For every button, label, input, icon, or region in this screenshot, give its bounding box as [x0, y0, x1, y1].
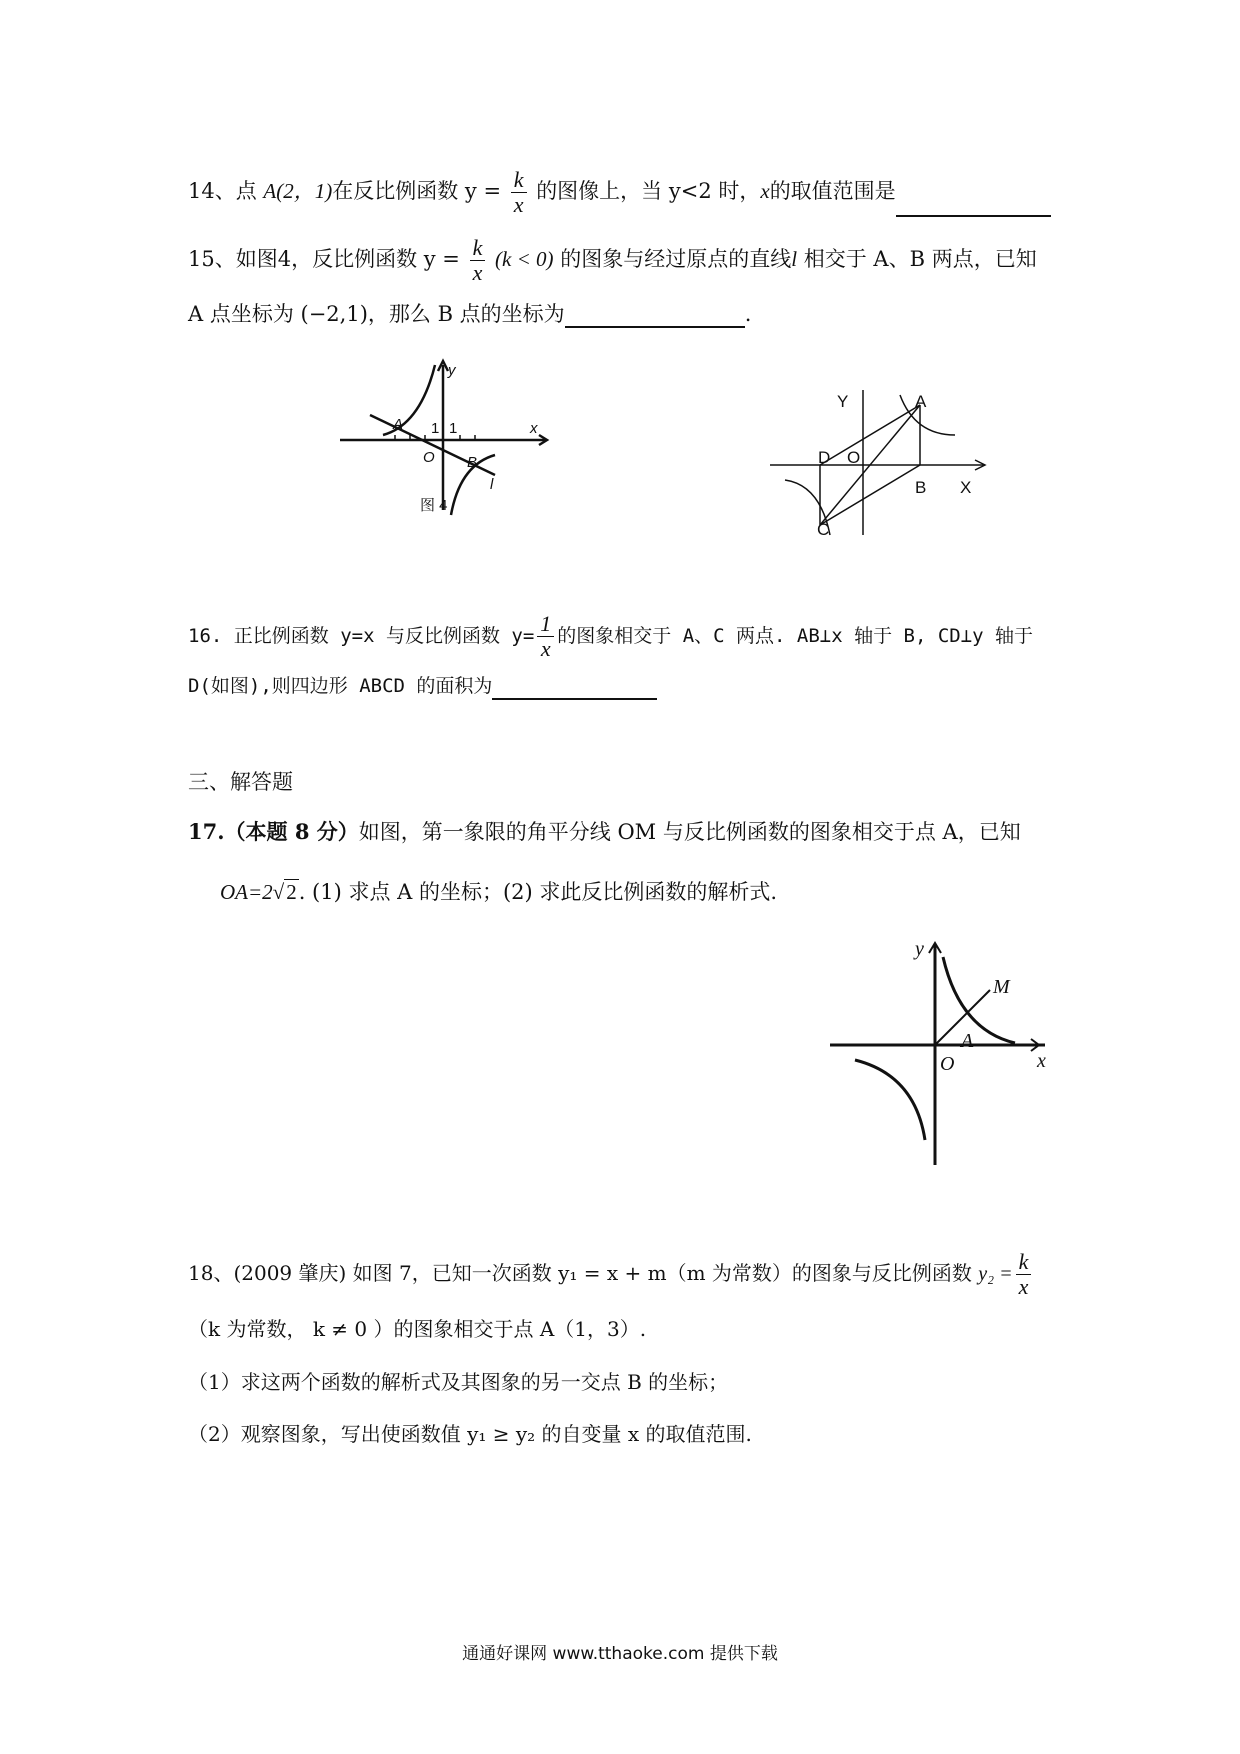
- page-footer: 通通好课网 www.tthaoke.com 提供下载: [462, 1644, 778, 1664]
- question-17-line1: 17.（本题 8 分）如图，第一象限的角平分线 OM 与反比例函数的图象相交于点 A，已知: [188, 819, 1021, 844]
- fraction-k-over-x: $\frac{k}{x}$: [1016, 1250, 1032, 1299]
- fig4-tick-label-y: 1: [431, 420, 440, 437]
- fraction-1-over-x: $\frac{1}{x}$: [537, 612, 554, 661]
- fig16-o-label: O: [847, 448, 861, 467]
- figure-17: [825, 935, 1065, 1170]
- fig17-x-label: x: [1037, 1050, 1046, 1072]
- fig4-y-label: y: [448, 362, 456, 379]
- fig4-b-label: B: [467, 454, 478, 471]
- fig17-o-label: O: [940, 1053, 955, 1075]
- fig4-a-label: A: [393, 416, 404, 433]
- segment-da: [820, 405, 920, 465]
- fig4-o-label: O: [423, 449, 435, 466]
- figure-4: [335, 355, 555, 520]
- section-heading: 三、解答题: [188, 770, 293, 794]
- fig17-m-label: M: [993, 976, 1010, 998]
- fig16-c-label: C: [817, 520, 830, 539]
- question-14: 14、点 A(2，1)在反比例函数 y = $\frac{k}{x}$ 的图像上，当 y<2 时，x的取值范围是: [188, 168, 1051, 217]
- question-16-line1: 16. 正比例函数 y=x 与反比例函数 y= $\frac{1}{x}$ 的图象相交于 A、C 两点. AB⊥x 轴于 B, CD⊥y 轴于: [188, 611, 1034, 661]
- fig4-caption: 图 4: [420, 497, 448, 514]
- fig17-y-label: y: [915, 938, 924, 960]
- figure-16: [765, 385, 995, 540]
- fig16-d-label: D: [818, 448, 831, 467]
- question-15-line1: 15、如图4，反比例函数 y = $\frac{k}{x}$ (k < 0) 的图象与经过原点的直线l 相交于 A、B 两点，已知: [188, 235, 1037, 285]
- fig4-x-label: x: [530, 420, 538, 437]
- fraction-k-over-x: $\frac{k}{x}$: [470, 236, 486, 285]
- fig4-tick-label-x: 1: [449, 420, 458, 437]
- question-18-line3: （1）求这两个函数的解析式及其图象的另一交点 B 的坐标；: [188, 1370, 729, 1394]
- answer-blank-15[interactable]: [565, 302, 745, 328]
- fig17-a-label: A: [961, 1030, 974, 1052]
- segment-cb: [820, 465, 920, 525]
- question-18-line2: （k 为常数， k ≠ 0 ）的图象相交于点 A（1，3）.: [188, 1317, 647, 1341]
- fig16-y-label: Y: [837, 392, 849, 411]
- question-18-line1: 18、(2009 肇庆) 如图 7，已知一次函数 y₁ = x + m（m 为常数）的图象与反比例函数 y₂ = $\frac{k}{x}$: [188, 1250, 1034, 1299]
- question-17-line2: OA=2√2. (1) 求点 A 的坐标；(2) 求此反比例函数的解析式.: [220, 880, 778, 904]
- fig16-a-label: A: [915, 392, 927, 411]
- fraction-k-over-x: $\frac{k}{x}$: [511, 168, 527, 217]
- question-16-line2: D(如图),则四边形 ABCD 的面积为: [188, 672, 657, 700]
- hyperbola-branch-q1: [900, 395, 955, 435]
- sqrt-symbol: √2: [272, 880, 297, 904]
- question-18-line4: （2）观察图象，写出使函数值 y₁ ≥ y₂ 的自变量 x 的取值范围.: [188, 1422, 752, 1446]
- fig16-x-label: X: [960, 478, 972, 497]
- fig16-b-label: B: [915, 478, 927, 497]
- answer-blank-14[interactable]: [896, 191, 1051, 217]
- hyperbola-branch-q3: [855, 1060, 925, 1140]
- fig4-l-label: l: [490, 476, 494, 493]
- answer-blank-16[interactable]: [492, 674, 657, 700]
- question-15-line2: A 点坐标为 (−2,1)，那么 B 点的坐标为 .: [188, 302, 752, 326]
